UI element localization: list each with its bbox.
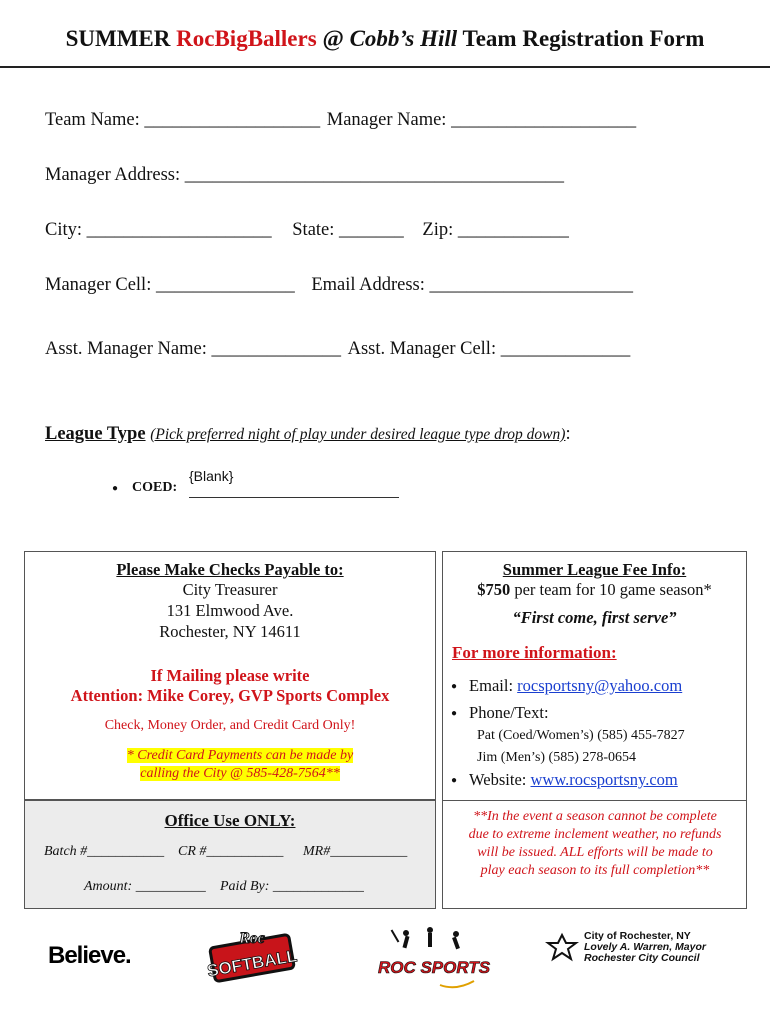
venue-name: Cobb’s Hill: [349, 26, 458, 51]
email-field[interactable]: Email Address: ______________________: [311, 275, 634, 295]
bullet-icon: ●: [112, 483, 119, 494]
roc-sports-text: ROC SPORTS: [377, 958, 491, 977]
paid-by-field[interactable]: Paid By: _____________: [220, 879, 364, 894]
refund-policy: **In the event a season cannot be complete due to extreme inclement weather, no refunds will be issued. ALL efforts will be made to play each season to its full completion**: [468, 809, 722, 878]
bullet-icon: ●: [451, 681, 458, 692]
softball-main-text: SOFTBALL: [205, 946, 299, 981]
credit-card-note: * Credit Card Payments can be made by calling the City @ 585-428-7564**: [126, 748, 354, 781]
roc-softball-logo: [205, 927, 299, 987]
website-link[interactable]: www.rocsportsny.com: [530, 770, 678, 789]
league-type: League Type (Pick preferred night of play under desired league type drop down):: [45, 424, 571, 444]
contact-row: [45, 275, 633, 296]
city-field[interactable]: City: ____________________: [45, 220, 272, 240]
city-line-2: Lovely A. Warren, Mayor: [584, 941, 706, 953]
manager-address-field[interactable]: Manager Address: _________________________________________: [45, 165, 564, 185]
coed-dropdown[interactable]: [189, 468, 399, 498]
asst-manager-name-field[interactable]: Asst. Manager Name: ______________: [45, 339, 341, 359]
office-use-box: [24, 800, 436, 909]
asst-row: [45, 339, 630, 360]
divider: [443, 800, 746, 801]
manager-name-field[interactable]: Manager Name: ____________________: [326, 110, 637, 130]
fee-amount-line: $750 per team for 10 game season*: [477, 580, 712, 599]
believe-logo: Believe.: [48, 942, 131, 969]
phone-pat: Pat (Coed/Women’s) (585) 455-7827: [477, 728, 685, 743]
phone-jim: Jim (Men’s) (585) 278-0654: [477, 750, 637, 765]
manager-cell-field[interactable]: Manager Cell: _______________: [45, 275, 295, 295]
mailing-note-1: If Mailing please write: [150, 666, 310, 685]
state-field[interactable]: State: _______: [292, 220, 404, 240]
payment-heading: Please Make Checks Payable to:: [116, 560, 344, 579]
payee: City Treasurer: [182, 580, 278, 599]
brand-name: RocBigBallers: [176, 26, 317, 51]
amount-field[interactable]: Amount: __________: [84, 879, 206, 894]
fee-quote: “First come, first serve”: [512, 608, 677, 627]
zip-field[interactable]: Zip: ____________: [422, 220, 569, 240]
league-type-hint: (Pick preferred night of play under desired league type drop down): [150, 426, 566, 443]
batch-field[interactable]: Batch #___________: [44, 844, 165, 859]
payee-address-2: Rochester, NY 14611: [159, 622, 301, 641]
team-name-field[interactable]: Team Name: ___________________: [45, 110, 321, 130]
email-link[interactable]: rocsportsny@yahoo.com: [517, 676, 683, 695]
city-line-1: City of Rochester, NY: [584, 930, 691, 942]
office-heading: Office Use ONLY:: [164, 811, 296, 830]
city-seal-icon: [546, 933, 578, 961]
roc-sports-logo: [377, 925, 491, 997]
bullet-icon: ●: [451, 708, 458, 719]
address-row: [45, 165, 564, 186]
team-row: [45, 110, 636, 131]
website-info: ● Website: www.rocsportsny.com: [451, 770, 678, 789]
coed-label: COED:: [132, 480, 178, 495]
email-info: ● Email: rocsportsny@yahoo.com: [451, 676, 683, 695]
bullet-icon: ●: [451, 775, 458, 786]
phone-info: ● Phone/Text:: [451, 703, 549, 722]
payee-address-1: 131 Elmwood Ave.: [166, 601, 294, 620]
coed-row: [112, 480, 177, 496]
mailing-note-2: Attention: Mike Corey, GVP Sports Complex: [70, 686, 390, 705]
league-type-label: League Type: [45, 424, 146, 444]
city-row: [45, 220, 569, 241]
title-rule: [0, 66, 770, 68]
fee-amount: $750: [477, 580, 511, 599]
players-silhouette-icon: [391, 927, 460, 949]
softball-top-text: Roc: [239, 930, 265, 947]
coed-selected-value: {Blank}: [189, 468, 234, 484]
mr-field[interactable]: MR#___________: [303, 844, 408, 859]
sponsor-logos: [0, 925, 770, 1015]
cr-field[interactable]: CR #___________: [178, 844, 284, 859]
fee-info-box: [442, 551, 747, 909]
city-line-3: Rochester City Council: [584, 952, 700, 964]
fee-heading: Summer League Fee Info:: [502, 560, 687, 579]
payment-methods: Check, Money Order, and Credit Card Only!: [104, 718, 356, 733]
more-info-heading: For more information:: [452, 643, 617, 662]
asst-manager-cell-field[interactable]: Asst. Manager Cell: ______________: [347, 339, 631, 359]
city-of-rochester-logo: [546, 929, 736, 973]
payment-box: [24, 551, 436, 800]
form-title: SUMMER RocBigBallers @ Cobb’s Hill Team Registration Form: [65, 26, 705, 51]
